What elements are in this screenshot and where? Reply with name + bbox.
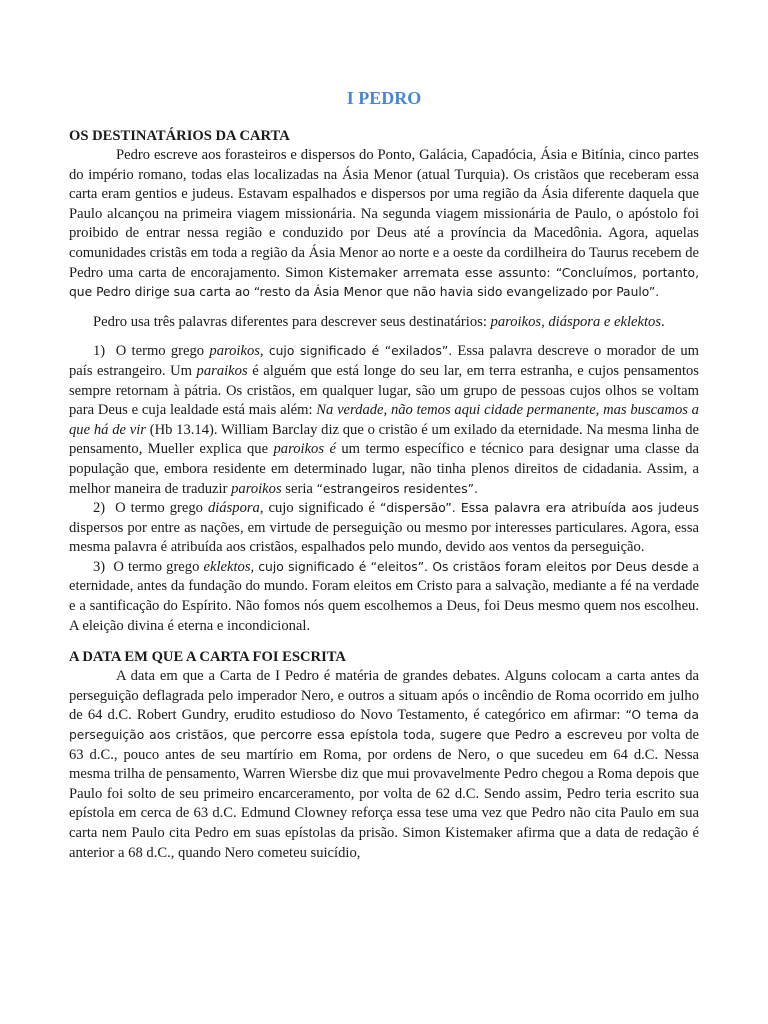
item-text: O termo grego (115, 343, 205, 360)
paragraph-text: Pedro escreve aos forasteiros e dispersos do Ponto, Galácia, Capadócia, Ásia e Bitínia, cinco partes do império romano, todas elas localizadas na Ásia Menor (atual Turquia). Os cristãos que receberam essa carta eram gentios e judeus. Estavam espalhados e dispersos por uma região da Ásia diferente daquela que Paulo alcançou na primeira viagem missionária. Na segunda viagem missionária de Paulo, o apóstolo foi proibido de entrar nessa região e conduzido por Deus até a província da Macedônia. Agora, aquelas comunidades cristãs em toda a região da Ásia Menor ao norte e a oeste da cordilheira do Taurus recebem de Pedro uma carta de encorajamento. Simon (69, 147, 699, 281)
item-text: é alguém que está longe do seu lar, em terra estranha, e cujos pensamentos sempre retornam à pátria. Os cristãos, em qualquer lugar, são um grupo de pessoas cujos olhos se voltam para Deus e cuja lealdade está mais além: (69, 362, 699, 419)
term-paroikos-e: paroikos é (273, 441, 336, 458)
greek-terms: paroikos, diáspora e eklektos (490, 313, 662, 330)
item-text: Essa palavra descreve o morador de um país estrangeiro. Um (69, 343, 699, 379)
paragraph-three-words (69, 313, 699, 333)
term-diaspora: diáspora, (207, 500, 264, 517)
document-title: I PEDRO (346, 88, 422, 108)
kistemaker-quote: Kistemaker arremata esse assunto: “Concluímos, portanto, que Pedro dirige sua carta ao “resto da Ásia Menor que não havia sido evangelizado por Paulo”. (69, 265, 699, 300)
item-text: dispersos por entre as nações, em virtude de perseguição ou mesmo por interesses particulares. Agora, essa mesma palavra é atribuída aos cristãos, espalhados pelo mundo, devido aos ventos da perseguição. (69, 519, 699, 556)
item-text: um termo específico e técnico para designar uma classe da população que, embora residente em determinado lugar, não tinha plenos direitos de cidadania. Assim, a melhor maneira de traduzir (69, 441, 699, 497)
item-text: cujo significado é (268, 500, 375, 517)
item-text: O termo grego (115, 500, 203, 517)
list-number: 1) (93, 343, 106, 360)
paragraph-text: Pedro usa três palavras diferentes para descrever seus destinatários: (93, 313, 487, 330)
meaning-eleitos: cujo significado é “eleitos”. Os cristãos foram eleitos por Deus desde (258, 559, 689, 574)
paragraph-date (69, 667, 699, 863)
verse-hebrews: Na verdade, não temos aqui cidade permanente, mas buscamos a que há de vir (69, 402, 699, 438)
list-number: 2) (93, 500, 106, 517)
section-heading-recipients: OS DESTINATÁRIOS DA CARTA (69, 128, 290, 144)
paragraph-text: por volta de 63 d.C., pouco antes de seu martírio em Roma, por ordens de Nero, o que sucedeu em 64 d.C. Nessa mesma trilha de pensamento, Warren Wiersbe diz que mui provavelmente Pedro chegou a Roma depois que Paulo foi solto de seu primeiro encarceramento, por volta de 62 d.C. Sendo assim, Pedro teria escrito sua epístola em cerca de 63 d.C. Edmund Clowney reforça essa tese uma vez que Pedro não cita Paulo em sua carta nem Paulo cita Pedro em suas epístolas da prisão. Simon Kistemaker afirma que a data de redação é anterior a 68 d.C., quando Nero cometeu suicídio, (69, 727, 699, 861)
document-page (69, 86, 699, 863)
list-item-diaspora (69, 499, 699, 558)
item-text: seria (285, 480, 313, 497)
item-text: a eternidade, antes da fundação do mundo. Foram eleitos em Cristo para a salvação, mediante a fé na verdade e a santificação do Espírito. Não fomos nós quem escolhemos a Deus, foi Deus mesmo quem nos escolheu. A eleição divina é eterna e incondicional. (69, 558, 700, 634)
term-paraikos: paraikos (196, 362, 248, 379)
term-paroikos: paroikos, (209, 343, 264, 360)
paragraph-end: . (661, 313, 665, 330)
term-eklektos: eklektos, (203, 558, 255, 575)
gundry-quote: “O tema da perseguição aos cristãos, que percorre essa epístola toda, sugere que Pedro a escreveu (69, 708, 699, 743)
meaning-exilados: cujo significado é “exilados”. (268, 344, 453, 359)
meaning-estrangeiros: “estrangeiros residentes”. (316, 481, 478, 496)
list-number: 3) (93, 558, 106, 575)
section-heading-date: A DATA EM QUE A CARTA FOI ESCRITA (69, 649, 346, 666)
meaning-dispersao: “dispersão”. Essa palavra era atribuída aos judeus (379, 501, 700, 516)
list-item-eklektos (69, 558, 699, 636)
paragraph-recipients-intro (69, 146, 699, 303)
list-item-paroikos (69, 342, 699, 499)
term-paroikos-2: paroikos (231, 480, 282, 497)
paragraph-text: A data em que a Carta de I Pedro é matéria de grandes debates. Alguns colocam a carta antes da perseguição deflagrada pelo imperador Nero, e outros a situam após o incêndio de Roma ocorrido em julho de 64 d.C. Robert Gundry, erudito estudioso do Novo Testamento, é categórico em afirmar: (69, 668, 699, 724)
item-text: O termo grego (113, 558, 200, 575)
item-text: (Hb 13.14). William Barclay diz que o cristão é um exilado da eternidade. Na mesma linha de pensamento, Mueller explica que (69, 421, 699, 458)
